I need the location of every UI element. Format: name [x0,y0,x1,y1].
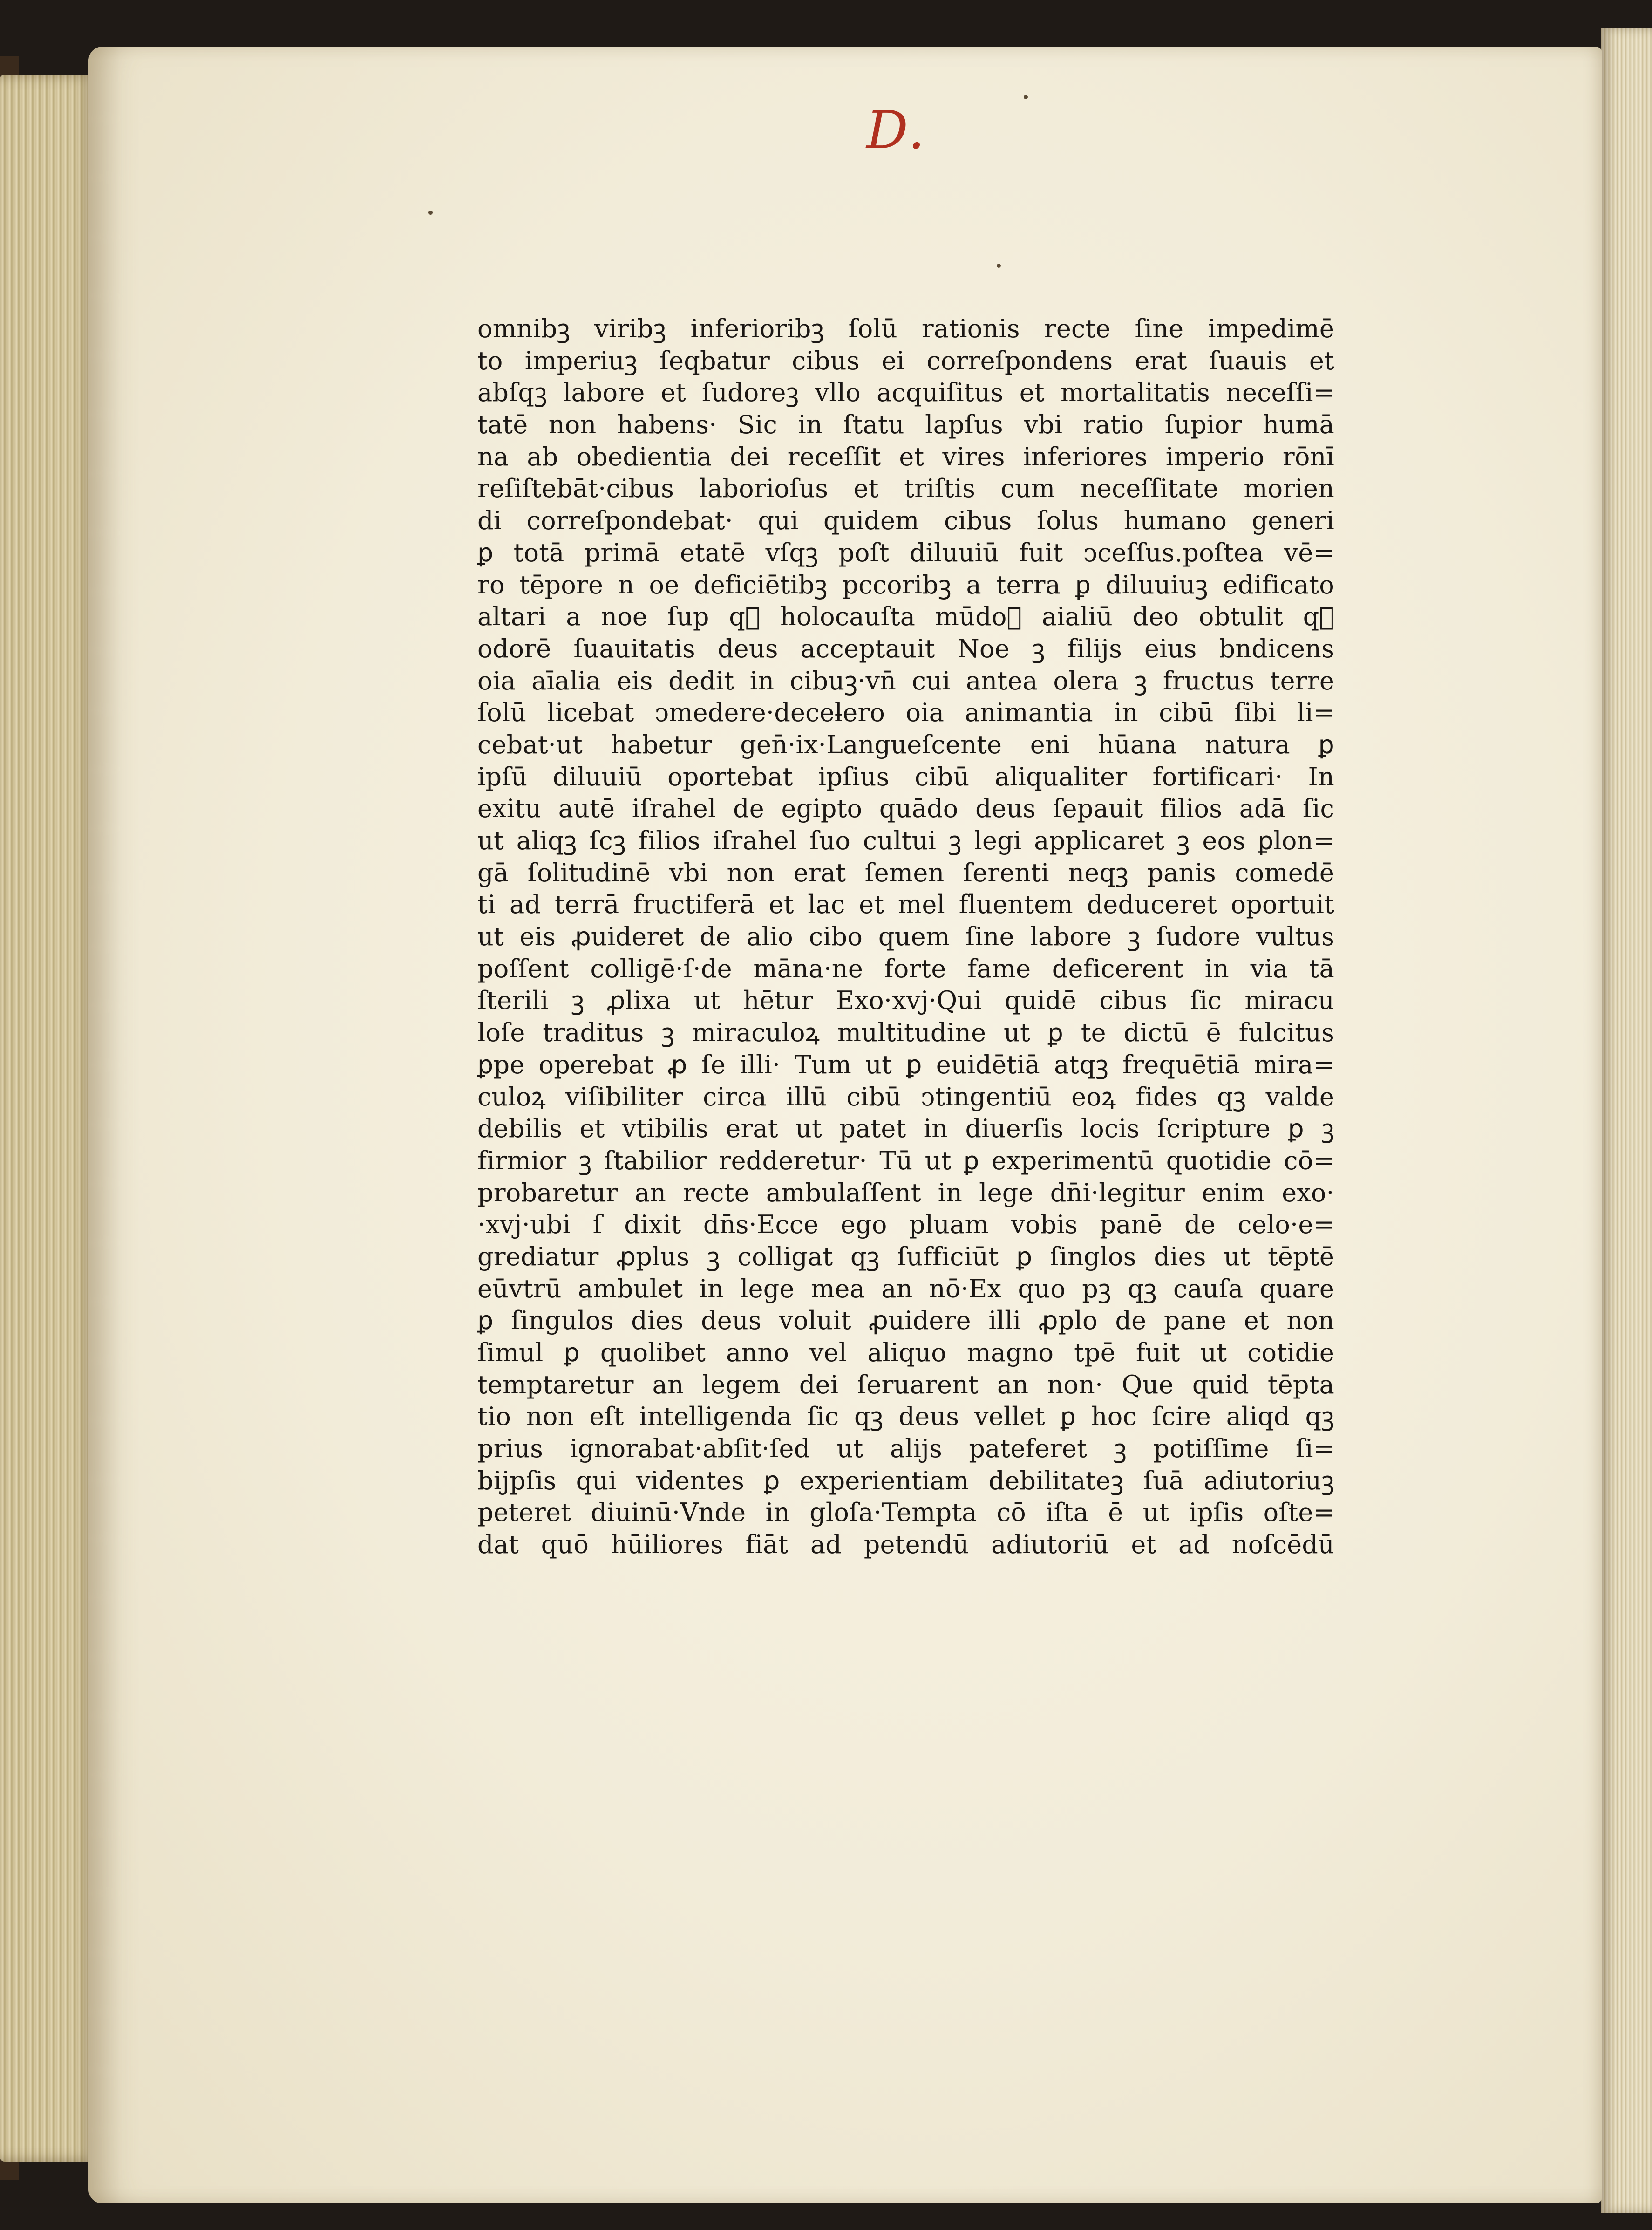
text-line: loſe traditus ꝫ miraculoꝝ multitudine ut ꝑ te dictū ē fulcitus [477,1018,1334,1048]
text-line: exitu autē iſrahel de egipto quādo deus ſepauit filios adā ſic [477,794,1334,824]
text-line: tatē non habens· Sic in ſtatu lapſus vbi ratio ſupior humā [477,410,1334,440]
text-line: di correſpondebat· qui quidem cibus ſolus humano generi [477,506,1334,536]
ink-speck [428,211,433,215]
text-line: culoꝝ viſibiliter circa illū cibū ↄtingentiū eoꝝ fides qꝫ valde [477,1082,1334,1112]
text-line: ut eis ꝓuideret de alio cibo quem ſine labore ꝫ ſudore vultus [477,922,1334,952]
folio-mark: D. [866,100,927,161]
text-line: odorē ſuauitatis deus acceptauit Noe ꝫ filijs eius bndicens [477,634,1334,663]
text-line: altari a noe ſup qᷓ holocauſta mūdoꝝ aialiū deo obtulit qꝫ [477,602,1334,632]
text-line: to imperiuꝫ ſeqbatur cibus ei correſpondens erat ſuauis et [477,346,1334,375]
text-line: na ab obedientia dei receſſit et vires inferiores imperio rōnī [477,442,1334,471]
text-line: omnibꝫ viribꝫ inferioribꝫ ſolū rationis recte ſine impedimē [477,314,1334,343]
left-page-edges [0,75,95,2162]
text-line: prius ignorabat·abſit·ſed ut alijs pateferet ꝫ potiſſime ſi= [477,1434,1334,1464]
text-line: ·xvj·ubi ſ dixit dn̄s·Ecce ego pluam vobis panē de celo·e= [477,1210,1334,1240]
text-line: cebat·ut habetur gen̄·ix·Langueſcente eni hūana natura ꝑ [477,730,1334,759]
text-line: ro tēpore n oe deficiētibꝫ pccoribꝫ a terra ꝑ diluuiuꝫ edificato [477,570,1334,600]
text-line: ti ad terrā fructiferā et lac et mel fluentem deduceret oportuit [477,890,1334,920]
text-line: ſimul ꝑ quolibet anno vel aliquo magno tpē fuit ut cotidie [477,1338,1334,1367]
text-line: probaretur an recte ambulaſſent in lege dn̄i·legitur enim exo· [477,1178,1334,1207]
text-line: tio non eſt intelligenda ſic qꝫ deus vellet ꝑ hoc ſcire aliqd qꝫ [477,1402,1334,1432]
text-line: ſolū licebat ↄmedere·deceƚero oia animantia in cibū ſibi li= [477,698,1334,728]
text-line: ꝑ ſingulos dies deus voluit ꝓuidere illi ꝓplo de pane et non [477,1306,1334,1336]
text-line: peteret diuinū·Vnde in gloſa·Tempta cō iſta ē ut ipſis oſte= [477,1498,1334,1528]
text-line: ꝑpe operebat ꝓ ſe illi· Tum ut ꝑ euidētiā atqꝫ frequētiā mira= [477,1050,1334,1079]
text-line: poſſent colligē·ſ·de māna·ne forte fame deficerent in via tā [477,954,1334,983]
text-line: grediatur ꝓplus ꝫ colligat qꝫ ſufficiūt ꝑ ſinglos dies ut tēptē [477,1241,1334,1271]
text-line: dat quō hūiliores fiāt ad petendū adiutoriū et ad noſcēdū [477,1530,1334,1560]
text-line: oia aīalia eis dedit in cibuꝫ·vn̄ cui antea olera ꝫ fructus terre [477,666,1334,696]
text-line: ſterili ꝫ ꝓlixa ut hētur Exo·xvj·Qui quidē cibus ſic miracu [477,986,1334,1016]
ink-speck [997,264,1001,268]
text-line: abſqꝫ labore et ſudoreꝫ vllo acquiſitus et mortalitatis neceſſi= [477,378,1334,408]
text-line: gā ſolitudinē vbi non erat ſemen ſerenti neqꝫ panis comedē [477,858,1334,887]
text-line: firmior ꝫ ſtabilior redderetur· Tū ut ꝑ experimentū quotidie cō= [477,1146,1334,1175]
text-line: ut aliqꝫ ſcꝫ filios iſrahel ſuo cultui ꝫ legi applicaret ꝫ eos ꝑlon= [477,826,1334,855]
text-line: ipſū diluuiū oportebat ipſius cibū aliqualiter fortificari· In [477,762,1334,791]
text-line: temptaretur an legem dei ſeruarent an non· Que quid tēpta [477,1370,1334,1399]
text-line: reſiſtebāt·cibus laborioſus et triſtis cum neceſſitate morien [477,474,1334,504]
ink-speck [1024,95,1028,99]
text-column [477,313,1334,1561]
text-line: debilis et vtibilis erat ut patet in diuerſis locis ſcripture ꝑ ꝫ [477,1114,1334,1144]
text-line: bijpſis qui videntes ꝑ experientiam debilitateꝫ ſuā adiutoriuꝫ [477,1466,1334,1495]
text-line: ꝑ totā primā etatē vſqꝫ poſt diluuiū fuit ↄceſſus.poſtea vē= [477,538,1334,567]
right-page-edges [1601,28,1652,2213]
text-line: eūvtrū ambulet in lege mea an nō·Ex quo pꝫ qꝫ cauſa quare [477,1274,1334,1303]
